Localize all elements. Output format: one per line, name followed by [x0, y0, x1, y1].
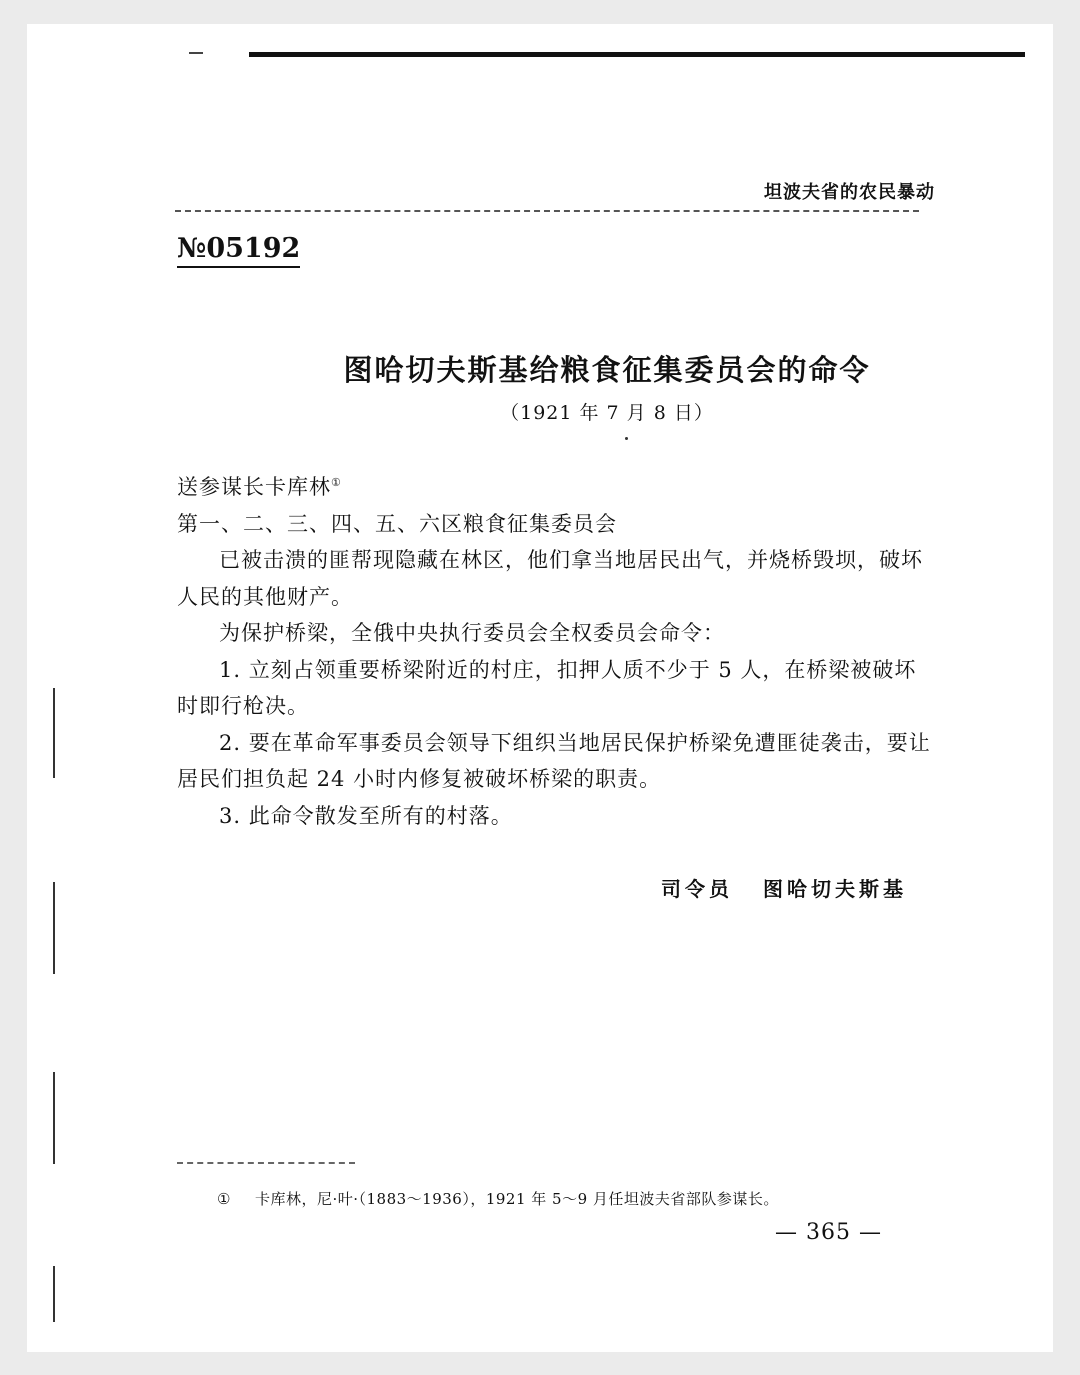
- paragraph-situation: 已被击溃的匪帮现隐藏在林区，他们拿当地居民出气，并烧桥毁坝，破坏人民的其他财产。: [177, 548, 923, 609]
- addressee-line-2: 第一、二、三、四、五、六区粮食征集委员会: [177, 511, 617, 536]
- signature-role: 司令员: [661, 877, 733, 901]
- page-number: — 365 —: [775, 1220, 882, 1245]
- document-page: [27, 24, 1053, 1352]
- footnote-mark: ①: [217, 1190, 231, 1208]
- footnote-reference: ①: [331, 476, 341, 489]
- footnote: [217, 1188, 779, 1209]
- order-item-3: 3. 此命令散发至所有的村落。: [219, 803, 513, 828]
- top-rule-fragment: [189, 52, 203, 54]
- document-number: №05192: [177, 234, 300, 268]
- margin-scan-line: [53, 882, 55, 974]
- order-item-2: 2. 要在革命军事委员会领导下组织当地居民保护桥梁免遭匪徒袭击，要让居民们担负起 24 小时内修复被破坏桥梁的职责。: [177, 730, 931, 791]
- margin-scan-line: [53, 1072, 55, 1164]
- footnote-text: 卡库林，尼·叶·（1883～1936），1921 年 5～9 月任坦波夫省部队参谋长。: [254, 1190, 779, 1208]
- paragraph-order-intro: 为保护桥梁，全俄中央执行委员会全权委员会命令：: [219, 621, 725, 645]
- order-item-1: 1. 立刻占领重要桥梁附近的村庄，扣押人质不少于 5 人，在桥梁被破坏时即行枪决。: [177, 657, 917, 718]
- margin-scan-line: [53, 1266, 55, 1322]
- document-title: 图哈切夫斯基给粮食征集委员会的命令: [343, 353, 871, 387]
- margin-scan-line: [53, 688, 55, 778]
- signature-name: 图哈切夫斯基: [763, 877, 907, 901]
- document-body: [177, 465, 937, 834]
- document-date: （1921 年 7 月 8 日）: [500, 402, 714, 424]
- signature: [661, 873, 907, 902]
- addressee-text: 送参谋长卡库林: [177, 475, 331, 499]
- addressee-line-1: [177, 465, 937, 506]
- footnote-rule: [177, 1162, 355, 1164]
- running-head: 坦波夫省的农民暴动: [764, 182, 935, 203]
- top-rule: [249, 52, 1025, 57]
- stray-dot: [625, 437, 628, 440]
- header-rule: [175, 210, 919, 212]
